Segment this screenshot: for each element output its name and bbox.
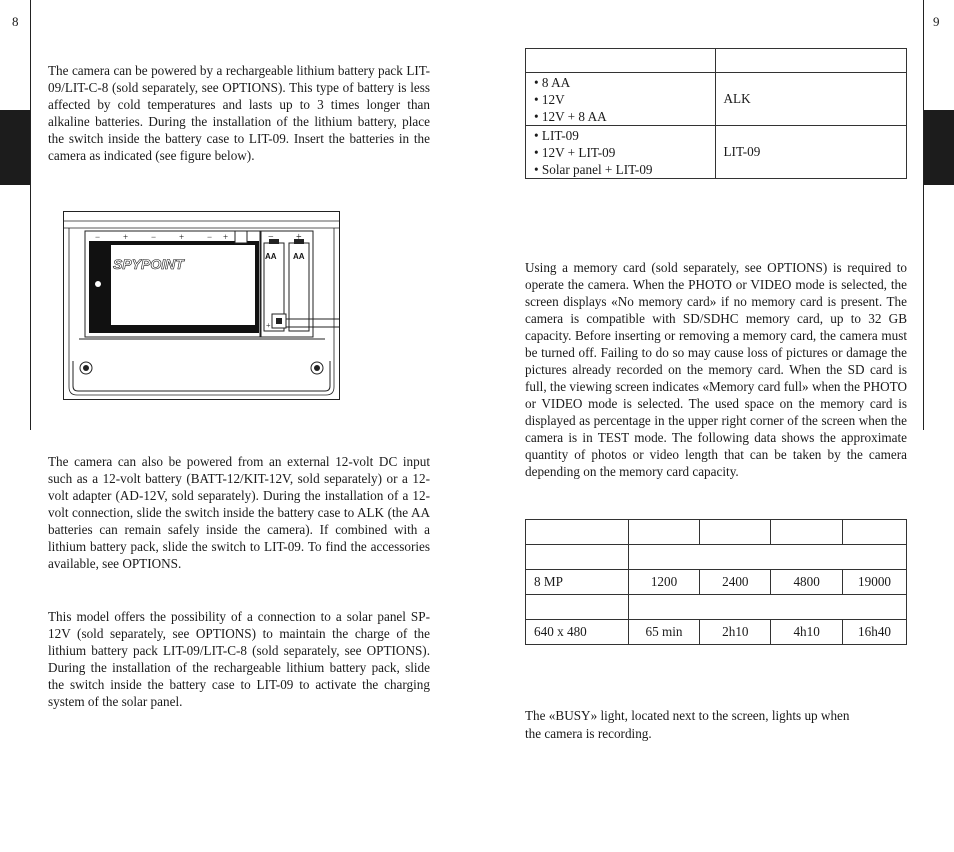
capacity-value: 1200 xyxy=(628,570,700,595)
photo-section-row xyxy=(526,545,907,570)
table-header-row xyxy=(526,520,907,545)
polarity-plus-2: + xyxy=(179,232,185,242)
switch-setting: LIT-09 xyxy=(715,126,907,179)
capacity-value: 16h40 xyxy=(843,620,907,645)
capacity-value: 4h10 xyxy=(771,620,843,645)
power-switch-table xyxy=(525,48,907,179)
capacity-value: 65 min xyxy=(628,620,700,645)
right-chapter-tab xyxy=(924,110,954,185)
video-section-row xyxy=(526,595,907,620)
power-source-item: • 12V + LIT-09 xyxy=(534,144,616,160)
polarity-minus-2: − xyxy=(151,232,157,242)
polarity-plus-1: + xyxy=(123,232,129,242)
table-row xyxy=(526,126,907,179)
busy-light-line-1: The «BUSY» light, located next to the screen, lights up when xyxy=(525,708,850,723)
busy-light-text xyxy=(525,707,850,742)
page-number-right: 9 xyxy=(933,14,940,29)
table-row xyxy=(526,620,907,645)
right-margin-line xyxy=(923,0,924,430)
power-source-item: • Solar panel + LIT-09 xyxy=(534,161,653,177)
polarity-plus-4: + xyxy=(296,232,302,243)
power-source-item: • LIT-09 xyxy=(534,127,579,143)
power-source-item: • 12V xyxy=(534,91,565,107)
lithium-battery-paragraph: The camera can be powered by a rechargeable lithium battery pack LIT-09/LIT-C-8 (sold separately, see OPTIONS). This type of battery is less affected by cold temperatures and lasts up to 3 times longer than alkaline batteries. During the installation of the lithium battery, place the switch inside the battery case to LIT-09. Insert the batteries in the camera as indicated (see figure below). xyxy=(48,63,430,163)
polarity-minus-4: − xyxy=(268,232,274,243)
resolution-label: 8 MP xyxy=(526,570,629,595)
battery-label-aa-1: AA xyxy=(265,252,277,261)
external-power-paragraph: The camera can also be powered from an external 12-volt DC input such as a 12-volt battery (BATT-12/KIT-12V, sold separately) or a 12-volt adapter (AD-12V, sold separately). During the installation of a 12-volt connection, slide the switch inside the battery case to ALK (the AA batteries can remain safely inside the camera). If combined with a lithium battery pack, slide the switch to LIT-09. To find the accessories available, see OPTIONS. xyxy=(48,454,430,571)
busy-light-line-2: the camera is recording. xyxy=(525,725,652,741)
polarity-minus-3: − xyxy=(207,232,213,242)
polarity-plus-5: + xyxy=(266,321,271,330)
table-header-row xyxy=(526,49,907,73)
brand-logo: SPYPOINT xyxy=(113,256,184,272)
memory-capacity-table xyxy=(525,519,907,645)
capacity-value: 19000 xyxy=(843,570,907,595)
page-number-left: 8 xyxy=(12,14,19,29)
left-chapter-tab xyxy=(0,110,30,185)
capacity-value: 2400 xyxy=(700,570,771,595)
battery-label-aa-2: AA xyxy=(293,252,305,261)
power-source-item: • 8 AA xyxy=(534,74,571,90)
table-row xyxy=(526,570,907,595)
capacity-value: 4800 xyxy=(771,570,843,595)
table-row xyxy=(526,73,907,126)
switch-setting: ALK xyxy=(715,73,907,126)
solar-panel-paragraph: This model offers the possibility of a connection to a solar panel SP-12V (sold separately, see OPTIONS) to maintain the charge of the lithium battery pack LIT-09/LIT-C-8 (sold separately, see OPTIONS). During the installation of the rechargeable lithium battery pack, slide the switch inside the battery case to LIT-09 to activate the charging system of the solar panel. xyxy=(48,609,430,709)
capacity-value: 2h10 xyxy=(700,620,771,645)
resolution-label: 640 x 480 xyxy=(526,620,629,645)
memory-card-paragraph: Using a memory card (sold separately, see OPTIONS) is required to operate the camera. When the PHOTO or VIDEO mode is selected, the screen displays «No memory card» if no memory card is present. The camera is compatible with SD/SDHC memory card, up to 32 GB capacity. Before inserting or removing a memory card, the camera must be turned off. Failing to do so may cause loss of pictures or damage the pictures already recorded on the memory card. When the SD card is full, the viewing screen indicates «Memory card full» when the PHOTO or VIDEO mode is selected. The used space on the memory card is displayed as percentage in the upper right corner of the screen when the camera is in TEST mode. The following data shows the approximate quantity of photos or video length that can be taken by the camera depending on the memory card capacity. xyxy=(525,260,907,479)
left-margin-line xyxy=(30,0,31,430)
polarity-minus-1: − xyxy=(95,232,101,242)
polarity-plus-3: + xyxy=(223,232,229,242)
power-source-item: • 12V + 8 AA xyxy=(534,108,607,124)
battery-compartment-figure xyxy=(63,211,340,400)
